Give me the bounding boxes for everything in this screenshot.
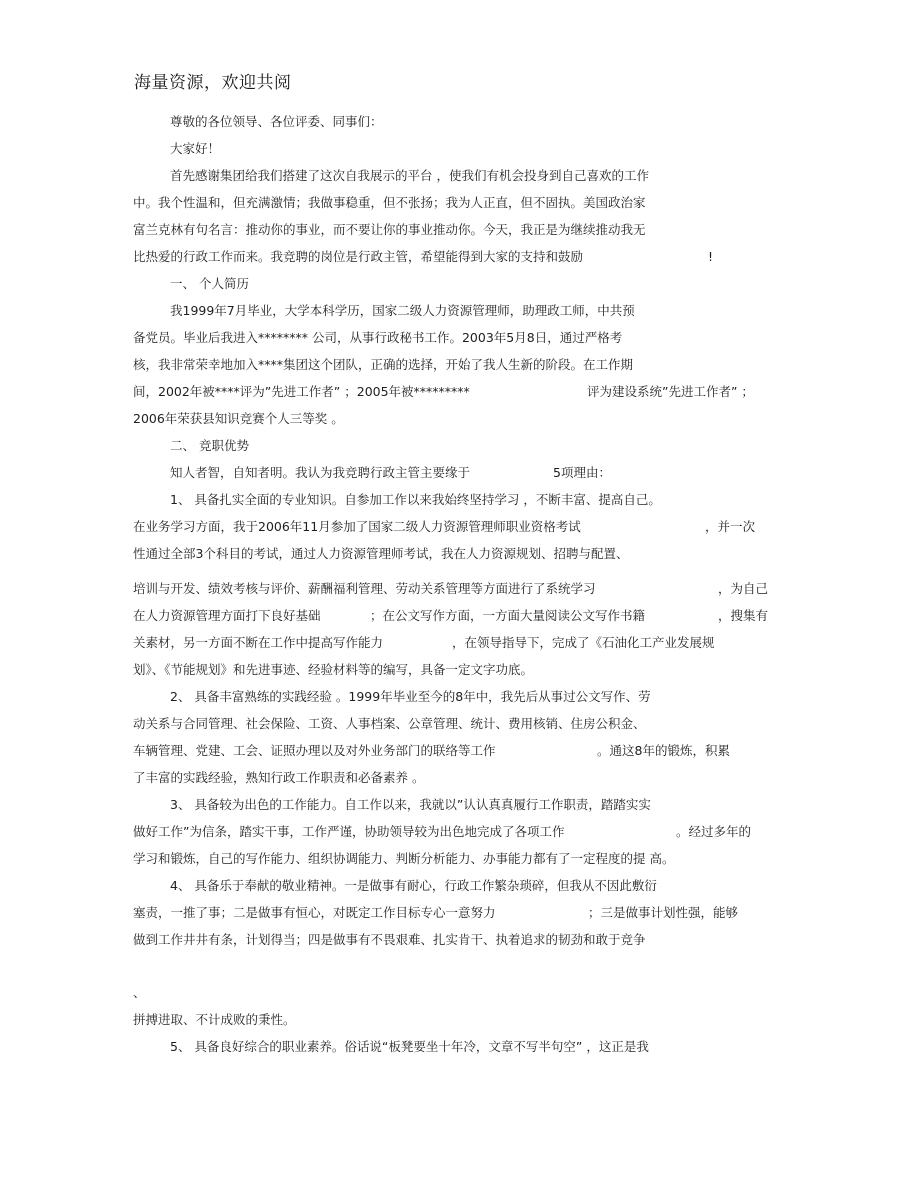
text-line: 塞责，一推了事；二是做事有恒心，对既定工作目标专心一意努力 [133, 905, 496, 920]
text-line-tail: ，搜集有 [718, 608, 769, 623]
text-line: 车辆管理、党建、工会、证照办理以及对外业务部门的联络等工作 [133, 743, 496, 758]
text-line-tail: 5项理由： [553, 465, 611, 480]
text-line: 尊敬的各位领导、各位评委、同事们： [170, 114, 383, 129]
text-line-tail: 。经过多年的 [676, 824, 752, 839]
text-line-tail: ；三是做事计划性强，能够 [588, 905, 739, 920]
text-line: 关素材，另一方面不断在工作中提高写作能力 [133, 635, 384, 650]
text-line: 2006年荣获县知识竞赛个人三等奖 。 [133, 411, 344, 426]
text-line: 动关系与合同管理、社会保险、工资、人事档案、公章管理、统计、费用核销、住房公积金、 [133, 716, 646, 731]
text-line: 我1999年7月毕业，大学本科学历，国家二级人力资源管理师，助理政工师，中共预 [170, 303, 635, 318]
text-line: 培训与开发、绩效考核与评价、薪酬福利管理、劳动关系管理等方面进行了系统学习 [133, 581, 596, 596]
text-line: 划》、《节能规划》和先进事迹、经验材料等的编写，具备一定文字功底。 [133, 662, 534, 677]
text-line: 一、 个人简历 [170, 276, 249, 291]
text-line: 间，2002年被****评为”先进工作者” ；2005年被********* [133, 384, 470, 399]
text-line: 首先感谢集团给我们搭建了这次自我展示的平台 ，使我们有机会投身到自己喜欢的工作 [170, 168, 649, 183]
text-line: 了丰富的实践经验，熟知行政工作职责和必备素养 。 [133, 770, 425, 785]
text-line: 中。我个性温和，但充满激情；我做事稳重，但不张扬；我为人正直，但不固执。美国政治家 [133, 195, 646, 210]
text-line: 2、 具备丰富熟练的实践经验 。1999年毕业至今的8年中，我先后从事过公文写作、劳 [170, 689, 651, 704]
text-line-tail: ，为自己 [718, 581, 769, 596]
text-line: 1、 具备扎实全面的专业知识。自参加工作以来我始终坚持学习 ，不断丰富、提高自己。 [170, 492, 661, 507]
text-line: 做好工作”为信条，踏实干事，工作严谨，协助领导较为出色地完成了各项工作 [133, 824, 565, 839]
text-line-tail: ! [708, 249, 714, 264]
text-line: 4、 具备乐于奉献的敬业精神。一是做事有耐心，行政工作繁杂琐碎，但我从不因此敷衍 [170, 878, 657, 893]
text-line: 性通过全部3个科目的考试，通过人力资源管理师考试，我在人力资源规划、招聘与配置、 [133, 546, 629, 561]
text-line: 核，我非常荣幸地加入****集团这个团队，正确的选择，开始了我人生新的阶段。在工作期 [133, 357, 634, 372]
text-line-tail: ，并一次 [705, 519, 756, 534]
text-line: 做到工作井井有条，计划得当；四是做事有不畏艰难、扎实肯干、执着追求的韧劲和敢于竞争 [133, 932, 646, 947]
text-line: 在业务学习方面，我于2006年11月参加了国家二级人力资源管理师职业资格考试 [133, 519, 581, 534]
text-line: 在人力资源管理方面打下良好基础 [133, 608, 321, 623]
text-line: 比热爱的行政工作而来。我竞聘的岗位是行政主管，希望能得到大家的支持和鼓励 [133, 249, 584, 264]
text-line: 富兰克林有句名言：推动你的事业，而不要让你的事业推动你。今天，我正是为继续推动我无 [133, 222, 646, 237]
text-line-tail: 评为建设系统”先进工作者” ； [587, 384, 754, 399]
text-line-tail: ；在公文写作方面，一方面大量阅读公文写作书籍 [370, 608, 646, 623]
text-line: 知人者智，自知者明。我认为我竞聘行政主管主要缘于 [170, 465, 471, 480]
text-line: 5、 具备良好综合的职业素养。俗话说“板凳要坐十年冷，文章不写半句空” ，这正是我 [170, 1039, 649, 1054]
text-line: 学习和锻炼，自己的写作能力、组织协调能力、判断分析能力、办事能力都有了一定程度的提 高。 [133, 851, 675, 866]
text-line: 、 [133, 985, 146, 1000]
text-line-tail: 。通这8年的锻炼，积累 [597, 743, 730, 758]
text-line: 拼搏进取、不计成败的秉性。 [133, 1012, 296, 1027]
text-line: 备党员。毕业后我进入******** 公司，从事行政秘书工作。2003年5月8日，通过严格考 [133, 330, 623, 345]
text-line: 二、 竞职优势 [170, 438, 249, 453]
text-line: 3、 具备较为出色的工作能力。自工作以来，我就以”认认真真履行工作职责，踏踏实实 [170, 797, 651, 812]
text-line-tail: ，在领导指导下，完成了《石油化工产业发展规 [452, 635, 715, 650]
page-header: 海量资源，欢迎共阅 [134, 73, 292, 93]
text-line: 大家好！ [170, 141, 221, 156]
